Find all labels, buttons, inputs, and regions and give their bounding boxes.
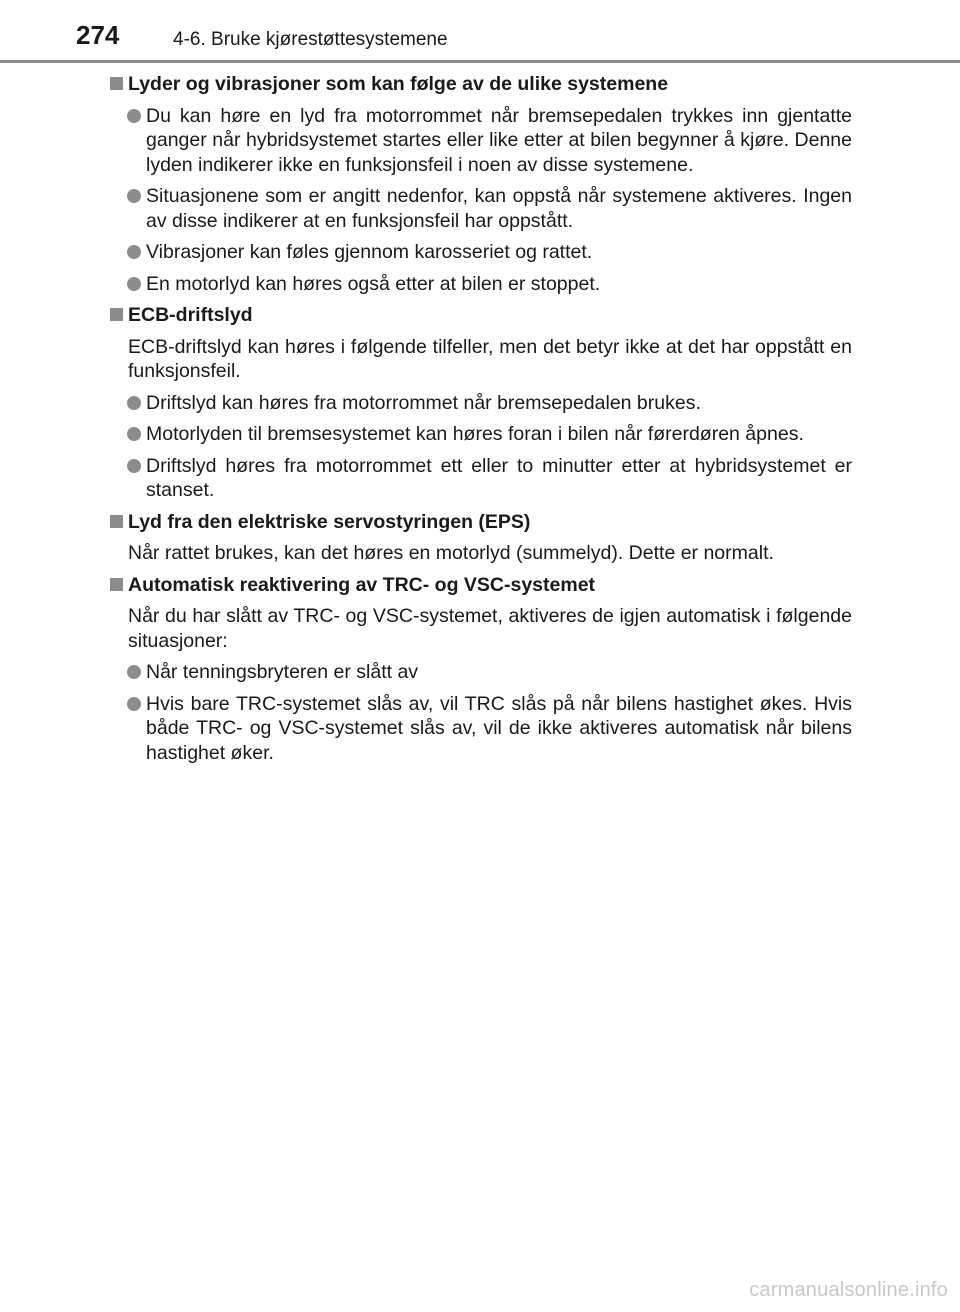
list-item bbox=[110, 240, 852, 265]
list-item-text: En motorlyd kan høres også etter at bilen er stoppet. bbox=[146, 272, 601, 295]
list-item-text: Vibrasjoner kan føles gjennom karosseriet og rattet. bbox=[146, 241, 593, 263]
section-heading-text: Automatisk reaktivering av TRC- og VSC-systemet bbox=[128, 573, 596, 596]
section-heading-text: ECB-driftslyd bbox=[128, 304, 253, 326]
square-bullet-icon bbox=[110, 308, 123, 321]
section-title: 4-6. Bruke kjørestøttesystemene bbox=[173, 29, 448, 50]
list-item bbox=[110, 272, 852, 297]
circle-bullet-icon bbox=[127, 665, 141, 679]
section-heading bbox=[110, 303, 852, 328]
circle-bullet-icon bbox=[127, 459, 141, 473]
list-item-text: Motorlyden til bremsesystemet kan høres foran i bilen når førerdøren åpnes. bbox=[146, 423, 804, 445]
section-intro: ECB-driftslyd kan høres i følgende tilfeller, men det betyr ikke at det har oppstått en funksjonsfeil. bbox=[128, 335, 852, 382]
list-item bbox=[110, 184, 852, 233]
list-item-text: Du kan høre en lyd fra motorrommet når bremsepedalen trykkes inn gjentatte ganger når hybridsystemet startes eller like etter at bilen begynner å kjøre. Denne lyden indikerer ikke en funksjonsfeil i noen av disse systemene. bbox=[146, 104, 852, 176]
section-heading bbox=[110, 573, 852, 598]
list-item bbox=[110, 692, 852, 766]
list-item bbox=[110, 660, 852, 685]
circle-bullet-icon bbox=[127, 396, 141, 410]
circle-bullet-icon bbox=[127, 245, 141, 259]
list-item-text: Driftslyd høres fra motorrommet ett eller to minutter etter at hybridsystemet er stanset. bbox=[146, 454, 852, 501]
section-intro: Når rattet brukes, kan det høres en motorlyd (summelyd). Dette er normalt. bbox=[128, 542, 774, 564]
page-number: 274 bbox=[76, 20, 120, 50]
circle-bullet-icon bbox=[127, 109, 141, 123]
square-bullet-icon bbox=[110, 515, 123, 528]
list-item bbox=[110, 422, 852, 447]
list-item bbox=[110, 391, 852, 416]
square-bullet-icon bbox=[110, 77, 123, 90]
square-bullet-icon bbox=[110, 578, 123, 591]
circle-bullet-icon bbox=[127, 189, 141, 203]
circle-bullet-icon bbox=[127, 427, 141, 441]
section-heading-text: Lyd fra den elektriske servostyringen (EPS) bbox=[128, 510, 531, 533]
page-content bbox=[110, 72, 852, 772]
list-item bbox=[110, 104, 852, 178]
list-item bbox=[110, 454, 852, 503]
header-divider bbox=[0, 60, 960, 63]
list-item-text: Situasjonene som er angitt nedenfor, kan oppstå når systemene aktiveres. Ingen av disse indikerer at en funksjonsfeil har oppstått. bbox=[146, 185, 852, 232]
section-heading bbox=[110, 510, 852, 535]
page-header bbox=[0, 0, 960, 62]
list-item-text: Hvis bare TRC-systemet slås av, vil TRC slås på når bilens hastighet økes. Hvis både TRC- og VSC-systemet slås av, vil de ikke aktiveres automatisk når bilens hastighet øker. bbox=[146, 692, 852, 764]
circle-bullet-icon bbox=[127, 697, 141, 711]
watermark: carmanualsonline.info bbox=[749, 1279, 948, 1301]
section-heading bbox=[110, 72, 852, 97]
list-item-text: Når tenningsbryteren er slått av bbox=[146, 661, 419, 683]
section-heading-text: Lyder og vibrasjoner som kan følge av de ulike systemene bbox=[128, 73, 669, 95]
circle-bullet-icon bbox=[127, 277, 141, 291]
list-item-text: Driftslyd kan høres fra motorrommet når bremsepedalen brukes. bbox=[146, 391, 701, 414]
section-intro: Når du har slått av TRC- og VSC-systemet, aktiveres de igjen automatisk i følgende situasjoner: bbox=[128, 605, 852, 652]
